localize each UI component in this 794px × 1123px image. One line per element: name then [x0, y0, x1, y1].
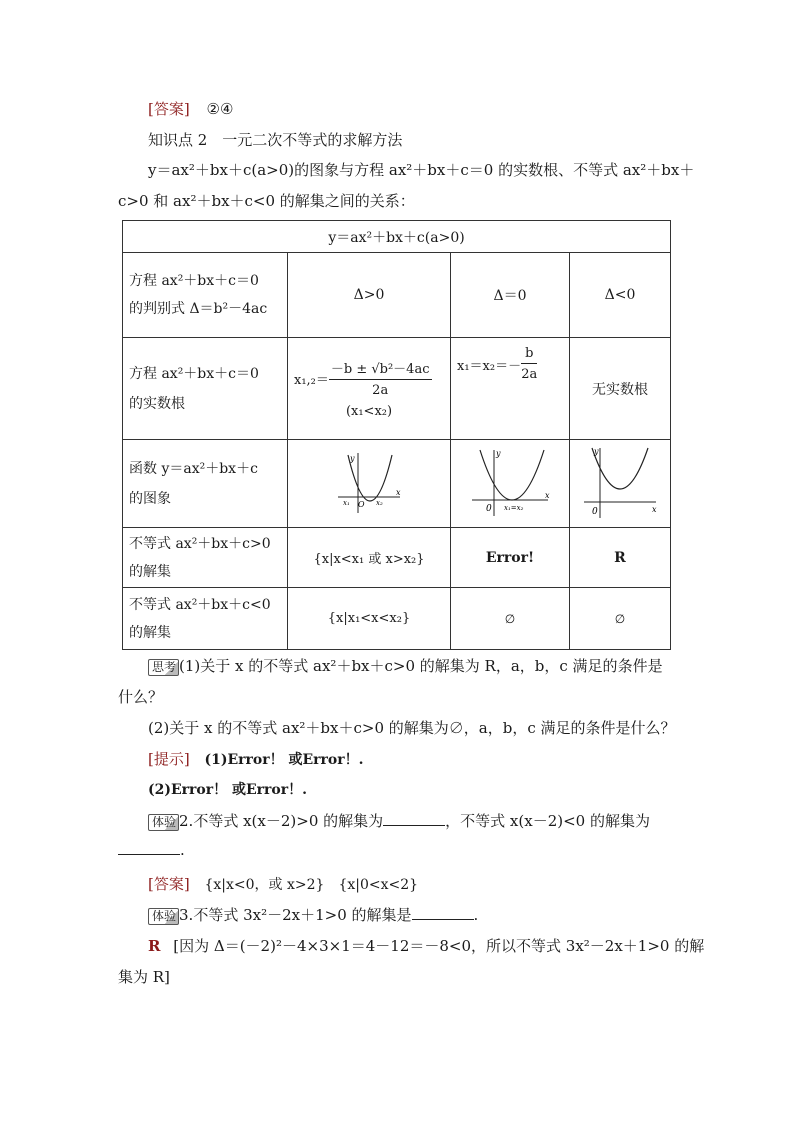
exp2-tag: 体验	[148, 814, 179, 831]
think-line-2: 什么？	[118, 688, 164, 706]
graph-no-roots	[570, 440, 671, 528]
answer2-tag: [答案]	[148, 875, 190, 893]
graph-two-roots	[288, 440, 451, 528]
think-line-1: 思考 (1)关于 x 的不等式 ax²＋bx＋c>0 的解集为 R，a，b，c 满足的条件是	[148, 655, 663, 676]
table-header: y＝ax²＋bx＋c(a>0)	[123, 221, 671, 253]
row-label-roots: 方程 ax²＋bx＋c＝0 的实数根	[123, 338, 288, 440]
svg-text:y: y	[350, 453, 355, 463]
cell-gt-no-roots: R	[570, 528, 671, 588]
cell-gt-two-roots: {x|x<x₁ 或 x>x₂}	[288, 528, 451, 588]
intro-line-1: y＝ax²＋bx＋c(a>0)的图象与方程 ax²＋bx＋c＝0 的实数根、不等式 ax²＋bx＋	[148, 161, 695, 179]
cell-gt-double-root: Error!	[451, 528, 570, 588]
exp2-blank-1[interactable]	[383, 813, 445, 826]
svg-text:x₁: x₁	[343, 498, 350, 507]
svg-text:x: x	[396, 487, 401, 497]
roots-condition: (x₁<x₂)	[345, 404, 393, 419]
svg-text:y: y	[496, 448, 501, 458]
exp3-blank[interactable]	[412, 907, 474, 920]
cell-double-root: x₁＝x₂＝－ b 2a	[451, 338, 570, 440]
think-line-3: (2)关于 x 的不等式 ax²＋bx＋c>0 的解集为∅，a，b，c 满足的条件是什么？	[148, 719, 676, 737]
exp3-line: 体验 3.不等式 3x²－2x＋1>0 的解集是 .	[148, 904, 478, 925]
answer3-mark: R	[148, 937, 161, 955]
cell-lt-no-roots: ∅	[570, 588, 671, 650]
row-label-gt: 不等式 ax²＋bx＋c>0 的解集	[123, 528, 288, 588]
exp3-tag: 体验	[148, 908, 179, 925]
section-heading: 知识点 2 一元二次不等式的求解方法	[148, 131, 403, 149]
exp2-line-2: .	[118, 841, 185, 859]
svg-text:y: y	[594, 446, 599, 456]
answer3-line-2: 集为 R]	[118, 968, 170, 986]
roots-numerator: －b ± √b²－4ac	[329, 358, 432, 380]
parabola-two-roots-graph	[334, 447, 404, 517]
answer-tag: [答案]	[148, 100, 190, 118]
svg-text:x: x	[652, 504, 657, 514]
svg-text:0: 0	[486, 503, 492, 514]
cell-delta-zero: Δ＝0	[451, 253, 570, 338]
row-label-discriminant: 方程 ax²＋bx＋c＝0 的判别式 Δ＝b²－4ac	[123, 253, 288, 338]
cell-delta-negative: Δ<0	[570, 253, 671, 338]
answer-line-1	[148, 98, 233, 119]
svg-text:x: x	[545, 490, 550, 500]
hint-line-2: (2)Error！ 或Error！.	[148, 782, 308, 798]
hint-line-1: [提示] (1)Error！ 或Error！.	[148, 750, 364, 768]
quadratic-table	[122, 220, 671, 650]
parabola-no-roots-graph	[580, 444, 660, 520]
cell-delta-positive: Δ>0	[288, 253, 451, 338]
roots-denominator: 2a	[372, 383, 389, 398]
row-label-lt: 不等式 ax²＋bx＋c<0 的解集	[123, 588, 288, 650]
hint-tag: [提示]	[148, 750, 190, 768]
parabola-double-root-graph	[468, 446, 552, 518]
answer-line-2: [答案] {x|x<0，或 x>2} {x|0<x<2}	[148, 875, 419, 893]
cell-two-roots: x₁,₂＝ $\frac{\text{－b ± √b²－4ac}}{2a}$ (x₁<x₂)	[288, 338, 451, 440]
svg-text:O: O	[358, 499, 365, 509]
cell-lt-two-roots: {x|x₁<x<x₂}	[288, 588, 451, 650]
exp2-line-1: 体验 2.不等式 x(x－2)>0 的解集为 ，不等式 x(x－2)<0 的解集为	[148, 810, 650, 831]
svg-text:0: 0	[592, 506, 598, 517]
answer-text: ②④	[206, 100, 234, 118]
intro-line-2: c>0 和 ax²＋bx＋c<0 的解集之间的关系：	[118, 192, 415, 210]
graph-double-root	[451, 440, 570, 528]
row-label-graph: 函数 y＝ax²＋bx＋c 的图象	[123, 440, 288, 528]
svg-text:x₁=x₂: x₁=x₂	[504, 503, 524, 512]
answer3-line-1: R [因为 Δ＝(－2)²－4×3×1＝4－12＝－8<0，所以不等式 3x²－2x＋1>0 的解	[148, 937, 705, 955]
think-tag: 思考	[148, 659, 179, 676]
svg-text:x₂: x₂	[376, 498, 383, 507]
exp2-blank-2[interactable]	[118, 842, 180, 855]
cell-no-roots: 无实数根	[570, 338, 671, 440]
cell-lt-double-root: ∅	[451, 588, 570, 650]
